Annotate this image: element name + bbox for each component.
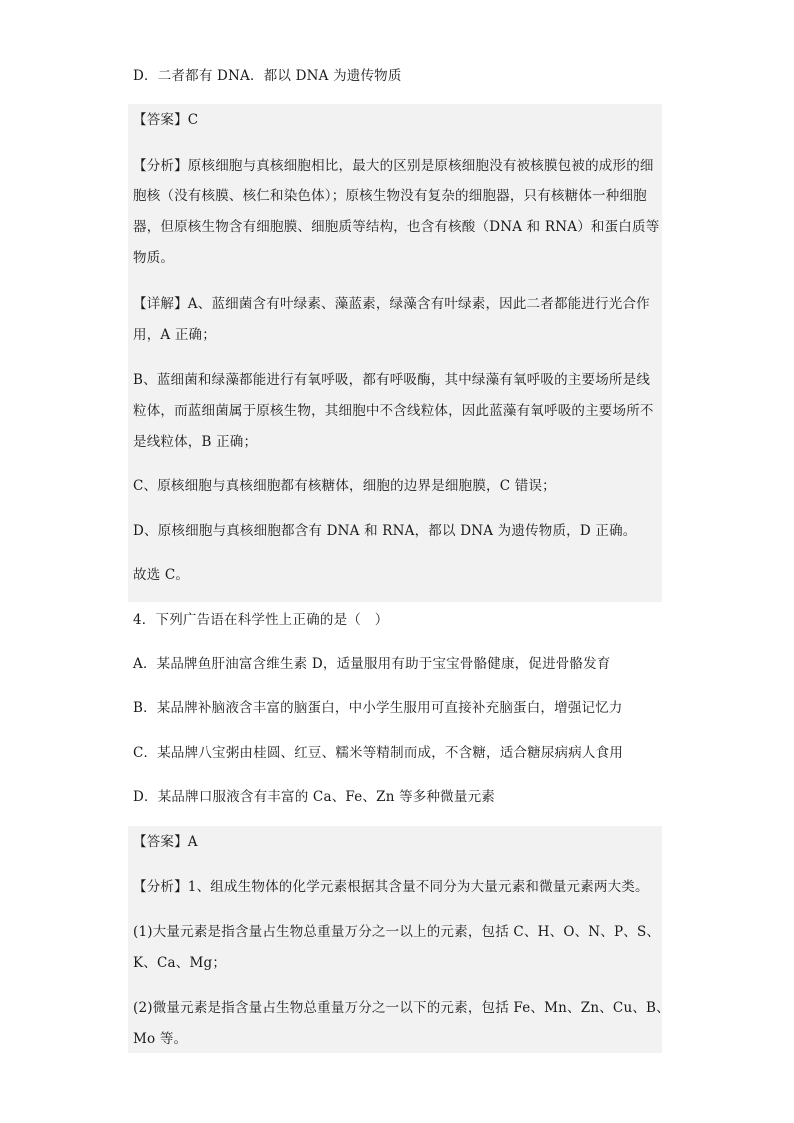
detail-1-b-line-2: 粒体，而蓝细菌属于原核生物，其细胞中不含线粒体，因此蓝藻有氧呼吸的主要场所不 xyxy=(133,403,654,419)
analysis-2-item-2-line-1: (2)微量元素是指含量占生物总重量万分之一以下的元素，包括 Fe、Mn、Zn、Cu、B、 xyxy=(133,1000,670,1016)
answer-1: 【答案】C xyxy=(133,112,199,128)
detail-1-line-1: 【详解】A、蓝细菌含有叶绿素、藻蓝素，绿藻含有叶绿素，因此二者都能进行光合作 xyxy=(133,296,650,312)
prev-question-option-d: D．二者都有 DNA．都以 DNA 为遗传物质 xyxy=(133,68,402,84)
question-4-option-d: D．某品牌口服液含有丰富的 Ca、Fe、Zn 等多种微量元素 xyxy=(133,789,495,805)
question-4-stem: 4．下列广告语在科学性上正确的是（ ） xyxy=(133,612,389,628)
answer-2: 【答案】A xyxy=(133,834,198,850)
detail-1-d-line: D、原核细胞与真核细胞都含有 DNA 和 RNA，都以 DNA 为遗传物质，D 正确。 xyxy=(133,523,637,539)
question-4-option-b: B．某品牌补脑液含丰富的脑蛋白，中小学生服用可直接补充脑蛋白，增强记忆力 xyxy=(133,700,623,716)
analysis-1-line-3: 器，但原核生物含有细胞膜、细胞质等结构，也含有核酸（DNA 和 RNA）和蛋白质等 xyxy=(133,219,660,235)
question-4-option-c: C．某品牌八宝粥由桂圆、红豆、糯米等精制而成，不含糖，适合糖尿病病人食用 xyxy=(133,745,624,761)
analysis-1-line-4: 物质。 xyxy=(133,250,175,266)
analysis-1-line-1: 【分析】原核细胞与真核细胞相比，最大的区别是原核细胞没有被核膜包被的成形的细 xyxy=(133,158,654,174)
analysis-2-item-1-line-1: (1)大量元素是指含量占生物总重量万分之一以上的元素，包括 C、H、O、N、P、S、 xyxy=(133,924,661,940)
analysis-2: 【分析】1、组成生物体的化学元素根据其含量不同分为大量元素和微量元素两大类。 xyxy=(133,879,649,895)
question-4-option-a: A．某品牌鱼肝油富含维生素 D，适量服用有助于宝宝骨骼健康，促进骨骼发育 xyxy=(133,656,611,672)
detail-1-c-line: C、原核细胞与真核细胞都有核糖体，细胞的边界是细胞膜，C 错误； xyxy=(133,478,556,494)
analysis-1-line-2: 胞核（没有核膜、核仁和染色体）；原核生物没有复杂的细胞器，只有核糖体一种细胞 xyxy=(133,188,647,204)
detail-1-line-2: 用，A 正确； xyxy=(133,327,216,343)
conclusion-1: 故选 C。 xyxy=(133,567,190,583)
detail-1-b-line-3: 是线粒体，B 正确； xyxy=(133,434,258,450)
detail-1-b-line-1: B、蓝细菌和绿藻都能进行有氧呼吸，都有呼吸酶，其中绿藻有氧呼吸的主要场所是线 xyxy=(133,372,651,388)
analysis-2-item-1-line-2: K、Ca、Mg； xyxy=(133,955,227,971)
analysis-2-item-2-line-2: Mo 等。 xyxy=(133,1031,188,1047)
